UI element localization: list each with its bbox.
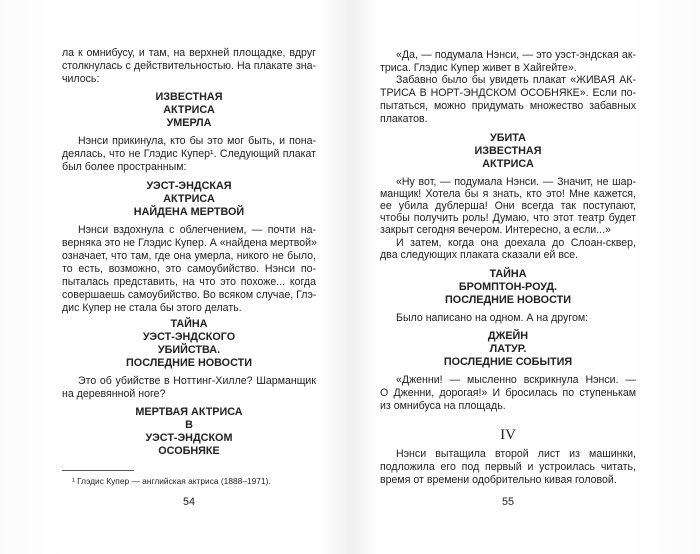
footnote-divider [62, 470, 134, 471]
text-line: Нэнси вздохнула с облегчением, — почти на- [78, 223, 316, 236]
text-line: столкнулась с действительностью. На плакате зна- [62, 59, 316, 72]
text-line: чилось: [62, 72, 100, 85]
text-line: ла к омнибусу, и там, на верхней площадке, вдруг [62, 46, 316, 59]
text-line: «Ну вот, — подумала Нэнси. — Значит, не шар- [396, 175, 636, 188]
text-line: верняка это не Глэдис Купер. А «найдена мертвой» [62, 236, 317, 249]
text-line: дис Купер не стала бы этого делать. [62, 301, 242, 314]
chapter-number: IV [500, 427, 516, 443]
text-line: Нэнси прикинула, кто бы это мог быть, и пона- [78, 134, 316, 147]
headline-line: БРОМПТОН-РОУД. [458, 280, 558, 293]
headline-line: УБИЙСТВА. [157, 343, 221, 356]
text-line: пыталась представить, на что это похоже... когда [62, 275, 316, 288]
headline-line: ИЗВЕСТНАЯ [474, 144, 542, 157]
text-line: триса. Глэдис Купер живет в Хайгейте». [380, 61, 577, 74]
text-line: деялась, что не Глэдис Купер¹. Следующий плакат [62, 147, 316, 160]
text-line: два следующих плаката сказали ей все. [380, 248, 578, 261]
page-number: 54 [182, 496, 195, 508]
page-number: 55 [501, 496, 514, 508]
text-line: время от времени одобрительно кивая головой. [380, 473, 617, 486]
footnote: ¹ Глэдис Купер — английская актриса (1888–1971). [72, 476, 271, 486]
text-line: Это об убийстве в Ноттинг-Хилле? Шарманщик [78, 374, 316, 387]
text-line: подложила его под первый и устроилась читать, [380, 460, 636, 473]
text-line: О Дженни, дорогая!» И бросилась по ступенькам [380, 386, 636, 399]
text-line: чтобы получить роль! Думаю, что этот театр будет [380, 211, 636, 224]
headline-line: АКТРИСА [163, 103, 215, 116]
text-line: И затем, когда она доехала до Слоан-сквер, [396, 236, 636, 249]
text-line: Забавно было бы увидеть плакат «ЖИВАЯ АК- [396, 73, 636, 86]
headline-line: ТАЙНА [170, 317, 208, 330]
text-line: пытаться, можно придумать множество забавных [380, 99, 636, 112]
headline-line: УЭСТ-ЭНДСКОМ [145, 431, 233, 444]
text-line: из омнибуса на площадь. [380, 399, 506, 412]
headline-line: ИЗВЕСТНАЯ [155, 90, 223, 103]
headline-line: АКТРИСА [163, 192, 215, 205]
headline-line: ПОСЛЕДНИЕ СОБЫТИЯ [443, 355, 573, 368]
text-line: «Дженни! — мысленно вскрикнула Нэнси. — [396, 373, 636, 386]
text-line: был более пространным: [62, 160, 187, 173]
text-line: плакатов. [380, 112, 428, 125]
headline-line: УМЕРЛА [166, 116, 212, 129]
headline-line: АКТРИСА [482, 157, 534, 170]
text-line: Нэнси вытащила второй лист из машинки, [396, 447, 636, 460]
headline-line: ПОСЛЕДНИЕ НОВОСТИ [445, 293, 571, 306]
text-line: то есть, возможно, это самоубийство. Нэнси по- [62, 262, 316, 275]
headline-line: УЭСТ-ЭНДСКАЯ [146, 179, 232, 192]
headline-line: УЭСТ-ЭНДСКОГО [142, 330, 236, 343]
headline-line: ДЖЕЙН [487, 329, 529, 342]
text-line: совершаешь самоубийство. Во всяком случае, Глэ- [62, 288, 317, 301]
text-line: на деревянной ноге? [62, 387, 166, 400]
headline-line: УБИТА [490, 131, 526, 144]
headline-line: В [185, 418, 193, 431]
right-page [380, 0, 636, 554]
text-line: ее убила дублерша! Они всегда так поступают, [380, 199, 636, 212]
headline-line: ТАЙНА [489, 267, 527, 280]
headline-line: НАЙДЕНА МЕРТВОЙ [133, 205, 245, 218]
text-line: Было написано на одном. А на другом: [396, 311, 589, 324]
headline-line: ОСОБНЯКЕ [158, 444, 220, 457]
text-line: означает, что там, где она умерла, никого не было, [62, 249, 316, 262]
headline-line: ПОСЛЕДНИЕ НОВОСТИ [126, 356, 252, 369]
text-line: ТРИСА В НОРТ-ЭНДСКОМ ОСОБНЯКЕ». Если по- [380, 86, 636, 99]
text-line: манщик! Хотела бы я знать, кто это! Мне кажется, [380, 187, 636, 200]
left-page [62, 0, 316, 554]
headline-line: ЛАТУР. [489, 342, 527, 355]
headline-line: МЕРТВАЯ АКТРИСА [135, 405, 243, 418]
text-line: «Да, — подумала Нэнси, — это уэст-эндская ак- [396, 48, 636, 61]
text-line: закрыт сегодня вечером. Интересно, а если...» [380, 223, 611, 236]
